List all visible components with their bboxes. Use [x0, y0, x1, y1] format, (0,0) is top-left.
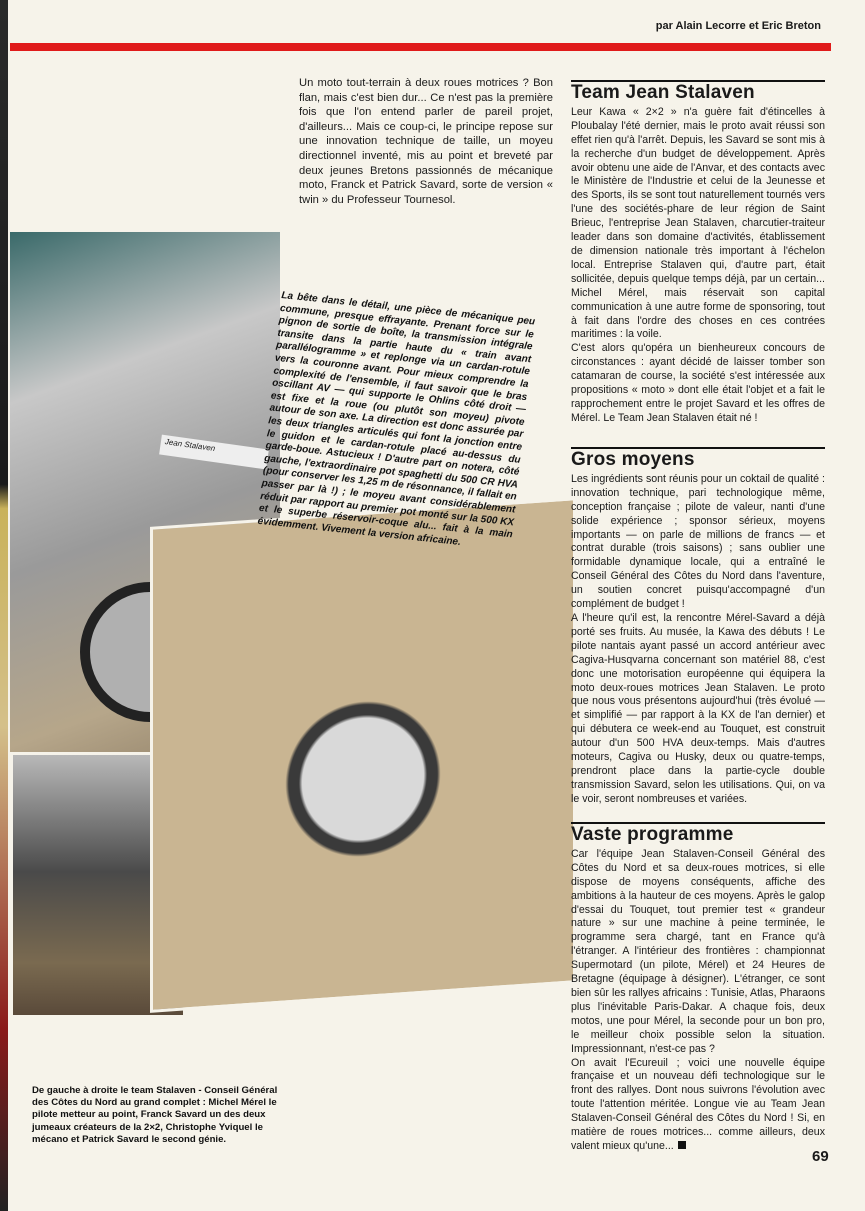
page-edge [0, 0, 8, 1211]
end-mark [678, 1141, 686, 1149]
page-number: 69 [812, 1148, 829, 1165]
paragraph: A l'heure qu'il est, la rencontre Mérel-Savard a déjà porté ses fruits. Au musée, la Kawa des débuts ! Le pilote nantais ayant passé un accord antérieur avec Cagiva-Husqvarna concernant son matériel 88, c'est donc une motorisation européenne qui équipera la moto deux-roues motrices Jean Stalaven. Le proto que nous vous présentons aujourd'hui (très évolué — et simplifié — par rapport à la KX de l'an dernier) et qui débutera ce week-end au Touquet, est construit autour d'un 500 HVA deux-temps. Mais d'autres moteurs, Cagiva ou Husky, deux ou quatre-temps, prendront place dans la partie-cycle double transmission Savard, selon les utilisations. Qui, on va le voir, seront nombreuses et variées. [571, 611, 825, 805]
paragraph: Les ingrédients sont réunis pour un coktail de qualité : innovation technique, pari technologique même, conception française ; pilote de valeur, nanti d'une solide expérience ; sponsor sérieux, moyens importants — on parle de millions de francs — et contrat durable (trois saisons) ; sans oublier une formidable dynamique locale, qui a entraîné le Conseil Général des Côtes du Nord dans l'aventure, un soutien concret puisqu'accompagné d'un complément de budget ! [571, 472, 825, 611]
paragraph: C'est alors qu'opéra un bienheureux concours de circonstances : ayant décidé de laisser tomber son catamaran de course, la société s'est intéressée aux propositions « moto » dont elle était l'objet et a fait le rapprochement entre le projet Savard et les offres de Mérel. Le Team Jean Stalaven était né ! [571, 342, 825, 424]
paragraph: Car l'équipe Jean Stalaven-Conseil Général des Côtes du Nord et sa deux-roues motrices, si elle dispose de moyens conséquents, affiche des ambitions à la hauteur de ces moyens. Après le galop d'essai du Touquet, tout premier test « grandeur nature » sur une machine à peine terminée, le programme sera chargé, tant en France qu'à l'étranger. A l'intérieur des frontières : championnat Supermotard (un pilote, Mérel) et 24 Heures de Bretagne (équipage à désigner). L'étranger, ce sont bien sûr les rallyes africains : Tunisie, Atlas, Pharaons plus l'inévitable Paris-Dakar. A chaque fois, deux motos, une pour Mérel, la seconde pour un bon pro, le meilleur choix possible selon la situation. Impressionnant, n'est-ce pas ? [571, 847, 825, 1055]
fairing-sticker: Jean Stalaven [159, 435, 269, 470]
front-hub-photo [150, 497, 576, 1013]
paragraph [571, 1057, 825, 1154]
byline: par Alain Lecorre et Eric Breton [655, 20, 821, 32]
header-rule [10, 43, 831, 51]
section-moyens [571, 447, 825, 807]
team-caption: De gauche à droite le team Stalaven - Conseil Général des Côtes du Nord au grand complet : Michel Mérel le pilote metteur au point, Franck Savard un des deux jumeaux créateurs de la 2×2, Christophe Yviquel le mécano et Patrick Savard le second génie. [32, 1085, 278, 1145]
intro-paragraph: Un moto tout-terrain à deux roues motrices ? Bon flan, mais c'est bien dur... Ce n'est pas la première fois que l'on entend parler de pareil projet, d'ailleurs... Mais ce coup-ci, le principe repose sur une innovation technique de taille, un moyeu directionnel inventé, mis au point et breveté par deux jeunes Bretons passionnés de mécanique moto, Franck et Patrick Savard, sorte de version « twin » du Professeur Tournesol. [299, 77, 553, 206]
section-heading: Gros moyens [571, 447, 825, 467]
photo-caption: La bête dans le détail, une pièce de mécanique peu commune, presque effrayante. Prenant force sur le pignon de sortie de boîte, la transmission intégrale transite dans la partie haute du « train avant parallélogramme » et replonge via un cardan-rotule vers la couronne avant. Pour mieux comprendre la complexité de l'ensemble, il faut savoir que le bras oscillant AV — qui supporte le Ohlins côté droit — est fixe et la roue (ou plutôt son moyeu) pivote autour de son axe. La direction est donc assurée par les deux triangles articulés qui font la jonction entre le guidon et le cardan-rotule placé au-dessus du garde-boue. Astucieux ! D'autre part on notera, côté gauche, l'extraordinaire pot spaghetti du 500 CR HVA (pour conserver les 1,25 m de résonnance, il fallait en passer par là !) ; le moyeu avant considérablement réduit par rapport au premier pot monté sur la 500 KX et le superbe réservoir-coque alu... fait à la main évidemment. Vivement la version africaine. [257, 290, 536, 548]
paragraph: Leur Kawa « 2×2 » n'a guère fait d'étincelles à Ploubalay l'été dernier, mais le proto avait réussi son effet rien qu'à l'arrêt. Depuis, les Savard se sont mis à la recherche d'un budget de développement. Après avoir obtenu une aide de l'Anvar, et des contacts avec le Ministère de l'Industrie et celui de la Jeunesse et des Sports, ils se sont tout naturellement tournés vers l'une des sociétés-phare de leur région de Saint Brieuc, l'entreprise Jean Stalaven, charcutier-traiteur leader dans son domaine d'activités, établissement de dimension nationale très important à l'échelon local. Entreprise Stalaven qui, d'autre part, était sollicitée, depuis quelque temps déjà, par un certain... Michel Mérel, mais réservait son capital communication à une autre forme de sponsoring, tout à fait dans l'ordre des choses en ces contrées maritimes : la voile. [571, 105, 825, 341]
section-team [571, 80, 825, 426]
section-programme [571, 822, 825, 1154]
section-heading: Team Jean Stalaven [571, 80, 825, 100]
section-heading: Vaste programme [571, 822, 825, 842]
paragraph-text: On avait l'Ecureuil ; voici une nouvelle équipe française et un nouveau défi technologique sur le front des rallyes. Dont nous suivrons l'évolution avec toute l'attention méritée. Longue vie au Team Jean Stalaven-Conseil Général des Côtes du Nord ! Si, en matière de roues motrices... comme ailleurs, deux valent mieux qu'une... [571, 1056, 825, 1152]
